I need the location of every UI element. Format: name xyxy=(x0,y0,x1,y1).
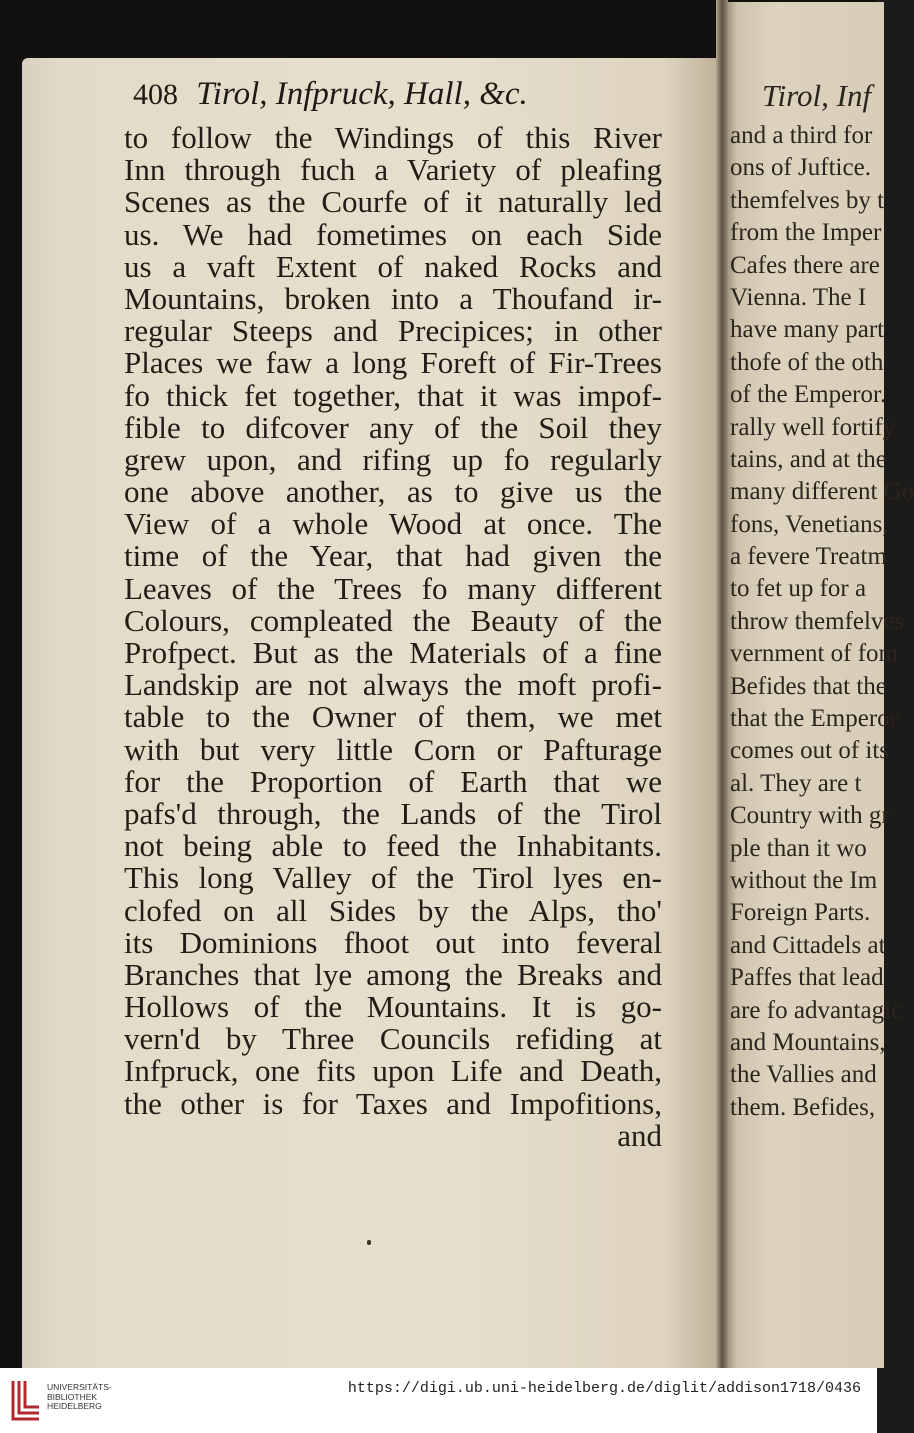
facing-text-line: and a third for xyxy=(730,122,873,149)
text-line: grew upon, and rifing up fo regularly xyxy=(124,441,662,477)
text-line: Scenes as the Courfe of it naturally led xyxy=(124,184,662,220)
facing-text-line: thofe of the oth xyxy=(730,348,884,376)
text-line: the other is for Taxes and Impofitions, xyxy=(124,1085,662,1121)
facing-text-line: Country with gr xyxy=(730,802,890,830)
library-name-line: UNIVERSITÄTS- xyxy=(47,1382,112,1392)
text-line: Hollows of the Mountains. It is go- xyxy=(124,989,662,1025)
text-line: pafs'd through, the Lands of the Tirol xyxy=(124,795,662,831)
library-name-line: BIBLIOTHEK xyxy=(47,1391,98,1402)
page-body-text xyxy=(124,122,662,1152)
library-name-line: HEIDELBERG xyxy=(47,1401,102,1411)
facing-text-line: themfelves by t xyxy=(730,186,885,214)
text-line: to follow the Windings of this River xyxy=(124,120,662,155)
text-line: This long Valley of the Tirol lyes en- xyxy=(124,860,662,896)
facing-text-line: comes out of its xyxy=(730,737,890,765)
facing-text-line: of the Emperor. xyxy=(730,381,887,409)
facing-text-line: from the Imper xyxy=(730,219,882,247)
text-line: us a vaft Extent of naked Rocks and xyxy=(124,248,662,284)
text-line: not being able to feed the Inhabitants. xyxy=(124,828,662,864)
text-line: us. We had fometimes on each Side xyxy=(124,216,662,252)
text-line: with but very little Corn or Pafturage xyxy=(124,731,662,767)
facing-text-line: them. Befides, xyxy=(730,1093,876,1121)
text-line: fo thick fet together, that it was impof- xyxy=(124,377,662,413)
facing-text-line: tains, and at the xyxy=(730,445,887,473)
facing-page-text xyxy=(730,76,914,1124)
facing-text-line: are fo advantagic xyxy=(730,996,903,1024)
text-line: Landskip are not always the moft profi- xyxy=(124,667,662,703)
ink-speck xyxy=(367,1240,371,1245)
text-line: Places we faw a long Foreft of Fir-Trees xyxy=(124,345,662,381)
facing-text-line: rally well fortify xyxy=(730,413,896,441)
facing-text-line: fons, Venetians, xyxy=(730,510,889,538)
text-line: one above another, as to give us the xyxy=(124,474,662,510)
text-line: Branches that lye among the Breaks and xyxy=(124,956,662,992)
facing-text-line: Befides that the xyxy=(730,672,887,700)
catchword: and xyxy=(617,1117,662,1153)
running-title: Tirol, Infpruck, Hall, &c. xyxy=(196,76,528,112)
text-line: Colours, compleated the Beauty of the xyxy=(124,602,662,638)
facing-running-title: Tirol, Inf xyxy=(762,78,872,113)
text-line: View of a whole Wood at once. The xyxy=(124,506,662,542)
facing-text-line: throw themfelves xyxy=(730,607,905,635)
facing-text-line: to fet up for a xyxy=(730,575,867,603)
facing-text-line: Vienna. The I xyxy=(730,283,867,311)
facing-text-line: and Mountains, xyxy=(730,1028,886,1056)
page-number: 408 xyxy=(133,78,178,111)
text-line: Leaves of the Trees fo many different xyxy=(124,570,662,606)
facing-text-line: Paffes that lead xyxy=(730,964,884,992)
viewer-footer xyxy=(0,1368,877,1433)
facing-text-line: a fevere Treatm xyxy=(730,543,887,571)
text-line: fible to difcover any of the Soil they xyxy=(124,409,662,445)
text-line: its Dominions fhoot out into feveral xyxy=(124,924,662,960)
page-url[interactable]: https://digi.ub.uni-heidelberg.de/diglit/addison1718/0436 xyxy=(347,1380,861,1397)
text-line: table to the Owner of them, we met xyxy=(124,699,662,735)
facing-text-line: have many part xyxy=(730,316,885,344)
facing-text-line: without the Im xyxy=(730,866,878,894)
facing-text-line: that the Emperor xyxy=(730,705,898,733)
facing-text-line: the Vallies and xyxy=(730,1061,877,1089)
facing-text-line: ons of Juftice. xyxy=(730,154,871,182)
book-gutter xyxy=(716,0,728,1368)
facing-text-line: al. They are t xyxy=(730,769,862,797)
facing-text-line: Cafes there are xyxy=(730,251,880,279)
text-line: Infpruck, one fits upon Life and Death, xyxy=(124,1053,662,1089)
text-line: Profpect. But as the Materials of a fine xyxy=(124,635,662,670)
text-line: regular Steeps and Precipices; in other xyxy=(124,313,662,349)
facing-text-line: many different Go xyxy=(730,478,914,506)
facing-text-line: and Cittadels at xyxy=(730,931,886,959)
text-line: Inn through fuch a Variety of pleafing xyxy=(124,152,662,188)
facing-text-line: ple than it wo xyxy=(730,834,867,862)
text-line: Mountains, broken into a Thoufand ir- xyxy=(124,280,662,316)
page-header xyxy=(133,76,653,120)
library-name xyxy=(47,1383,112,1412)
facing-text-line: Foreign Parts. xyxy=(730,899,871,927)
text-line: clofed on all Sides by the Alps, tho' xyxy=(124,892,662,928)
text-line: time of the Year, that had given the xyxy=(124,538,662,574)
text-line: vern'd by Three Councils refiding at xyxy=(124,1021,662,1057)
university-logo-icon xyxy=(10,1378,42,1422)
text-line: for the Proportion of Earth that we xyxy=(124,763,662,799)
facing-text-line: vernment of fom xyxy=(730,640,899,668)
